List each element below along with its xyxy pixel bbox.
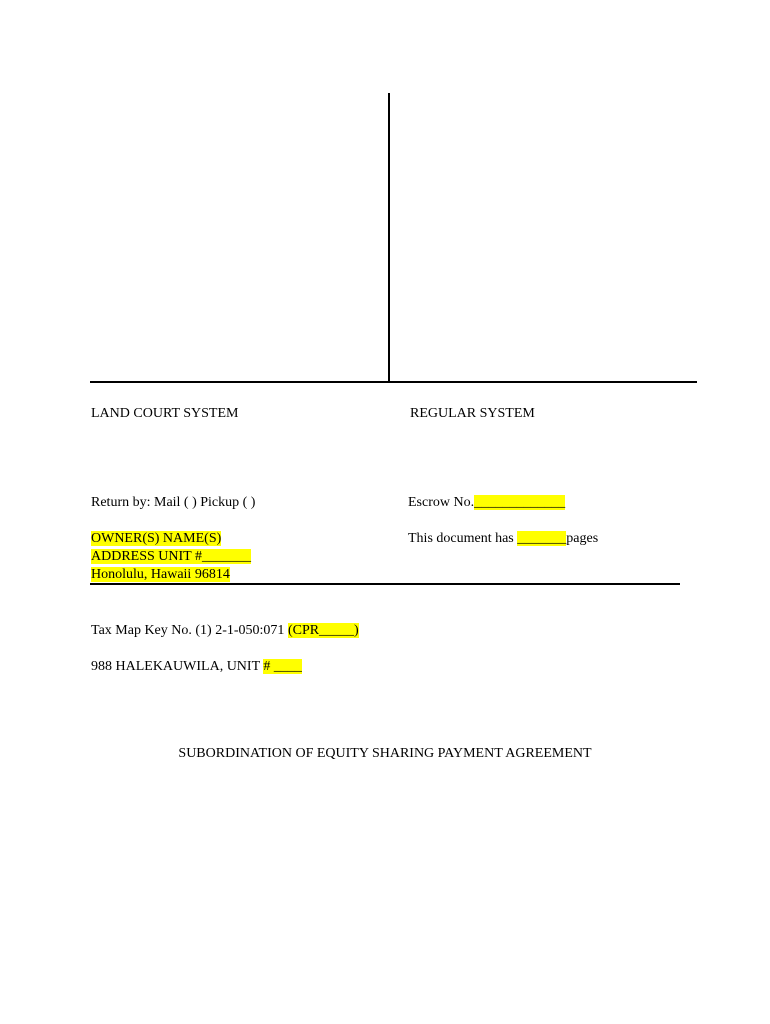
property-address-label: 988 HALEKAUWILA, UNIT bbox=[91, 659, 264, 674]
page-count-suffix: pages bbox=[566, 531, 599, 546]
page-count-blank: _______ bbox=[517, 531, 567, 546]
escrow-number-label: Escrow No. bbox=[408, 495, 475, 510]
property-unit-blank: # ____ bbox=[263, 659, 302, 674]
page-count-line bbox=[408, 530, 598, 548]
city-state-line bbox=[91, 566, 230, 584]
tax-map-key-line bbox=[91, 622, 359, 640]
page-count-prefix: This document has bbox=[408, 531, 518, 546]
recording-area-divider bbox=[388, 93, 390, 383]
document-title: SUBORDINATION OF EQUITY SHARING PAYMENT AGREEMENT bbox=[178, 746, 592, 761]
tax-map-cpr-blank: (CPR_____) bbox=[287, 623, 359, 638]
address-unit-line bbox=[91, 548, 251, 566]
escrow-number-line bbox=[408, 494, 565, 512]
return-by-line: Return by: Mail ( ) Pickup ( ) bbox=[91, 495, 256, 510]
address-unit: ADDRESS UNIT #_______ bbox=[91, 549, 251, 564]
escrow-number-blank: _____________ bbox=[474, 495, 566, 510]
owner-name-line bbox=[91, 530, 221, 548]
recording-area-bottom-rule bbox=[90, 381, 697, 383]
tax-map-key-label: Tax Map Key No. (1) 2-1-050:071 bbox=[91, 623, 288, 638]
property-address-line bbox=[91, 658, 302, 676]
city-state: Honolulu, Hawaii 96814 bbox=[91, 567, 230, 582]
regular-system-label: REGULAR SYSTEM bbox=[410, 406, 535, 421]
land-court-system-label: LAND COURT SYSTEM bbox=[91, 406, 239, 421]
owner-name: OWNER(S) NAME(S) bbox=[91, 531, 222, 546]
header-block-bottom-rule bbox=[90, 583, 680, 585]
